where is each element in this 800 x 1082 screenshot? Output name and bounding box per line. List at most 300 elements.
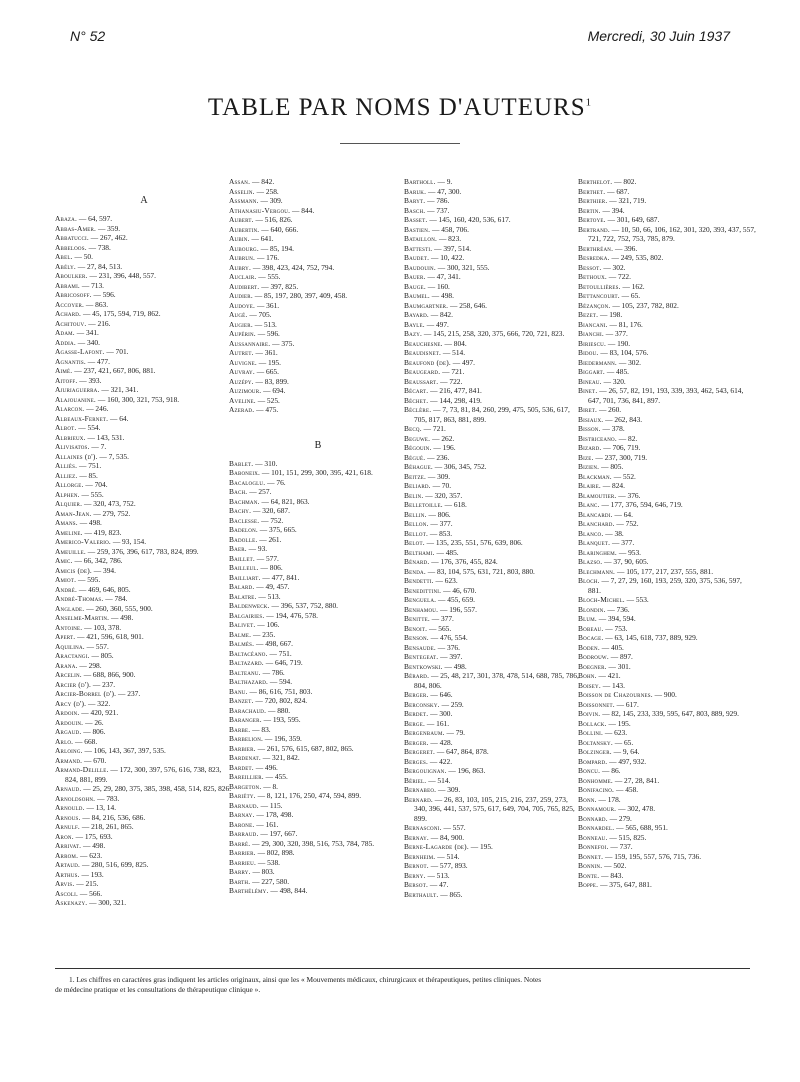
author-name: Bisson. (578, 424, 601, 433)
page-references: — 196, 359. (263, 734, 302, 743)
author-name: Basch. (404, 205, 426, 215)
author-name: Abel. (55, 252, 73, 261)
page-references: — 237, 421, 667, 806, 881. (72, 366, 156, 375)
page-references: — 320. (601, 376, 626, 386)
author-name: Beguwe. (404, 433, 431, 443)
index-entry (578, 567, 756, 577)
page-references: — 805. (89, 651, 114, 660)
author-name: Bolzinger. (578, 747, 612, 756)
page-references: — 320, 473, 752. (82, 499, 136, 508)
author-name: Berthault. (404, 889, 439, 899)
author-name: Auclair. (229, 272, 257, 281)
page-references: — 10, 422. (429, 253, 465, 262)
page-references: — 237. (91, 679, 116, 689)
index-entry (404, 766, 582, 776)
footnote-line-2: de médecine pratique et les consultations de thérapeutique clinique ». (55, 985, 261, 994)
index-entry (229, 601, 407, 611)
index-entry (55, 851, 233, 861)
page-references: — 302, 478. (616, 804, 656, 813)
page-references: — 279, 752. (91, 508, 131, 518)
entry-list (404, 177, 582, 899)
author-name: Auzimour. (229, 386, 262, 395)
page-references: — 93, 154. (110, 537, 147, 546)
author-name: Baruk. (404, 186, 427, 196)
author-name: Amic. (55, 556, 73, 565)
index-entry (55, 803, 233, 813)
page-references: — 267, 462. (88, 233, 128, 242)
author-name: Aussannaire. (229, 338, 271, 348)
author-name: Audier. (229, 291, 253, 300)
page-references: — 162. (620, 281, 645, 291)
author-name: Bach. (229, 487, 248, 496)
index-entry (404, 510, 582, 520)
page-references: — 83. (250, 724, 271, 734)
index-entry (229, 668, 407, 678)
author-name: Anselme-Martin. (55, 613, 110, 622)
index-entry (404, 272, 582, 282)
page-references: — 824. (600, 481, 625, 490)
page-references: — 260. (597, 405, 622, 414)
index-entry (55, 357, 233, 367)
author-name: Aubry. (229, 262, 252, 272)
index-entry (404, 206, 582, 216)
author-name: Bonnefoi. (578, 842, 609, 851)
author-name: Biancani. (578, 319, 608, 329)
page-references: — 469, 646, 805. (77, 584, 131, 594)
index-entry (229, 525, 407, 535)
index-entry (55, 746, 233, 756)
index-entry (55, 461, 233, 471)
page-references: — 396, 537, 752, 880. (269, 601, 339, 610)
author-name: Barry. (229, 867, 251, 876)
page-references: — 497. (450, 357, 475, 367)
index-entry (578, 358, 756, 368)
index-entry (229, 744, 407, 754)
index-entry (404, 605, 582, 615)
index-entry (578, 633, 756, 643)
page-references: — 106, 143, 367, 397, 535. (82, 746, 166, 755)
index-entry (229, 310, 407, 320)
issue-date: Mercredi, 30 Juin 1937 (587, 28, 730, 44)
author-name: Augier. (229, 319, 253, 329)
author-name: Belletoille. (404, 500, 443, 509)
author-name: Berge. (404, 718, 426, 728)
page-references: — 301, 649, 687. (605, 215, 660, 224)
page-references: — 513. (425, 870, 450, 880)
page-references: — 753. (603, 623, 628, 633)
page-references: — 623. (78, 850, 103, 860)
author-name: Bollack. (578, 718, 607, 728)
author-name: Berthier. (578, 196, 608, 205)
author-name: Aman-Jean. (55, 508, 92, 518)
page-references: — 106. (255, 620, 280, 629)
index-entry (578, 738, 756, 748)
page-references: — 751. (77, 461, 102, 470)
index-entry (229, 377, 407, 387)
page-references: — 9, 64. (611, 747, 640, 756)
page-references: — 865. (438, 889, 463, 899)
index-entry (578, 814, 756, 824)
page-references: — 103, 378. (82, 622, 122, 632)
page-references: — 231, 396, 448, 557. (87, 271, 156, 280)
index-entry (55, 499, 233, 509)
page-references: — 665. (254, 367, 279, 376)
author-name: Belin. (404, 490, 424, 500)
index-entry (55, 699, 233, 709)
author-name: Alphen. (55, 489, 80, 499)
page-references: — 194, 476, 578. (264, 610, 318, 620)
index-entry (55, 661, 233, 671)
index-entry (578, 424, 756, 434)
page-references: — 596. (255, 329, 280, 338)
author-name: Béclère. (404, 405, 432, 414)
index-entry (55, 727, 233, 737)
page-references: — 842. (250, 177, 275, 186)
page-references: — 25, 29, 280, 375, 385, 398, 458, 514, 825, 826. (81, 784, 232, 793)
author-name: Amiot. (55, 575, 77, 584)
page-header (70, 28, 730, 48)
page-references: — 26, 83, 103, 105, 215, 216, 237, 259, 273, 340, 396, 441, 537, 575, 617, 649, 704, 705, 765, 825, 899. (414, 794, 575, 823)
index-entry (55, 490, 233, 500)
author-name: Auvray. (229, 367, 255, 376)
author-name: Balteanu. (229, 667, 261, 677)
page-references: — 397. (438, 652, 463, 661)
index-entry (404, 890, 582, 900)
author-name: Bastien. (404, 224, 431, 234)
author-name: Bergeret. (404, 747, 436, 756)
page-references: — 475. (254, 405, 279, 414)
page-references: — 86, 616, 751, 803. (247, 686, 313, 696)
author-name: Arcier-Borrel (d'). (55, 689, 117, 698)
page-references: — 310. (253, 458, 278, 468)
page-references: — 70. (430, 481, 452, 490)
author-name: Bloch. (578, 576, 600, 585)
author-name: Blaire. (578, 481, 601, 490)
page-references: — 177, 376, 594, 646, 719. (599, 500, 683, 509)
index-entry (229, 206, 407, 216)
index-entry (404, 833, 582, 843)
page-references: — 64, 821, 863. (259, 496, 310, 506)
index-entry (578, 472, 756, 482)
page-references: — 261, 576, 615, 687, 802, 865. (255, 743, 354, 753)
page-references: — 190. (606, 338, 631, 348)
page-references: — 804. (442, 338, 467, 348)
index-entry (404, 576, 582, 586)
index-entry (55, 756, 233, 766)
index-entry (229, 535, 407, 545)
author-name: Bégué. (404, 452, 426, 462)
author-name: Bethoux. (578, 272, 607, 281)
author-name: Bayard. (404, 310, 429, 319)
index-entry (578, 196, 756, 206)
author-name: Abély. (55, 261, 76, 271)
index-entry (578, 225, 756, 244)
index-entry (578, 320, 756, 330)
page-references: — 694. (261, 386, 286, 395)
author-name: Benoit. (404, 623, 428, 633)
author-name: Becq. (404, 424, 422, 433)
author-name: Arthus. (55, 869, 80, 879)
page-references: — 880. (266, 705, 291, 715)
author-name: Bonhomme. (578, 775, 613, 785)
index-entry (229, 225, 407, 235)
index-entry (55, 252, 233, 262)
page-references: — 178, 498. (254, 810, 294, 819)
index-entry (578, 719, 756, 729)
page-references: — 515, 825. (607, 832, 647, 842)
page-references: — 82. (616, 433, 638, 443)
page-references: — 377. (603, 329, 628, 338)
page-references: — 46, 670. (441, 585, 477, 595)
page-references: — 26. (83, 717, 104, 727)
index-entry (229, 196, 407, 206)
index-entry (55, 547, 233, 557)
page-references: — 321, 719. (607, 196, 647, 205)
index-entry (229, 301, 407, 311)
page-references: — 502. (602, 861, 627, 870)
author-name: Berthet. (578, 186, 606, 196)
page-references: — 595. (76, 575, 101, 584)
page-references: — 647, 864, 878. (435, 747, 489, 756)
index-entry (55, 575, 233, 585)
page-references: — 105, 177, 217, 237, 555, 881. (615, 566, 714, 576)
author-name: Bariéty. (229, 791, 256, 800)
page-references: — 27, 28, 841. (612, 775, 660, 785)
author-name: Baryt. (404, 196, 426, 205)
page-references: — 82, 145, 233, 339, 595, 647, 803, 889, 929. (600, 709, 739, 718)
page-references: — 377. (428, 519, 453, 528)
author-name: Aubert. (229, 215, 254, 224)
index-entry (55, 471, 233, 481)
author-name: Bellin. (404, 509, 427, 519)
page-references: — 737. (608, 842, 633, 851)
page-references: — 340. (75, 337, 100, 347)
page-references: — 85. (77, 470, 98, 480)
index-entry (404, 329, 582, 339)
index-entry (55, 480, 233, 490)
author-name: Alarcon. (55, 404, 85, 413)
index-entry (55, 414, 233, 424)
page-references: — 557. (441, 823, 466, 832)
index-entry (229, 725, 407, 735)
index-entry (55, 642, 233, 652)
page-references: — 513. (252, 319, 277, 329)
author-name: Albrieux. (55, 432, 86, 442)
author-name: Bonte. (578, 870, 600, 880)
index-entry (55, 319, 233, 329)
index-entry (229, 573, 407, 583)
page-references: — 498. (442, 661, 467, 671)
author-name: Achard. (55, 309, 82, 318)
page-references: — 79. (444, 728, 465, 737)
index-entry (404, 633, 582, 643)
page-references: — 577, 893. (428, 861, 468, 870)
index-entry (404, 785, 582, 795)
index-entry (229, 791, 407, 801)
author-name: Ameuille. (55, 546, 86, 556)
author-name: Bellot. (404, 528, 429, 538)
index-entry (55, 442, 233, 452)
footnote-divider (55, 968, 750, 969)
index-entry (229, 848, 407, 858)
index-entry (229, 234, 407, 244)
author-name: Badolle. (229, 534, 258, 544)
author-name: Amans. (55, 518, 78, 527)
index-entry (578, 500, 756, 510)
index-entry (229, 810, 407, 820)
author-name: Bachy. (229, 506, 252, 515)
author-name: Béchet. (404, 395, 429, 405)
page-references: — 301. (606, 661, 631, 671)
index-entry (229, 620, 407, 630)
index-entry (404, 225, 582, 235)
page-references: — 498, 844. (268, 886, 308, 895)
author-name: Blechmann. (578, 566, 616, 576)
index-entry (578, 595, 756, 605)
page-references: — 84, 216, 536, 686. (80, 812, 146, 822)
page-references: — 376. (435, 642, 460, 652)
author-name: Beitze. (404, 471, 427, 481)
author-name: Allorge. (55, 480, 84, 489)
index-entry (404, 529, 582, 539)
page-references: — 428. (428, 737, 453, 747)
author-name: Berny. (404, 870, 426, 880)
author-name: Audoye. (229, 300, 256, 310)
author-name: Bonnamour. (578, 804, 617, 813)
author-name: Berges. (404, 756, 429, 766)
page-references: — 565. (427, 623, 452, 633)
page-references: — 7, 73, 81, 84, 260, 299, 475, 505, 536, 617, 705, 817, 863, 881, 899. (414, 405, 570, 424)
index-entry (404, 643, 582, 653)
index-entry (229, 459, 407, 469)
page-references: — 405. (599, 642, 624, 652)
page-references: — 237, 300, 719. (593, 452, 648, 462)
index-entry (55, 708, 233, 718)
page-references: — 8. (261, 781, 279, 791)
index-entry (55, 870, 233, 880)
author-name: Accoyer. (55, 299, 85, 309)
index-entry (55, 794, 233, 804)
page-references: — 844. (290, 205, 315, 215)
author-name: Beaussart. (404, 376, 439, 386)
index-entry (229, 687, 407, 697)
index-entry (55, 651, 233, 661)
page-references: — 897. (608, 652, 633, 661)
page-references: — 752. (614, 519, 639, 528)
page-references: — 623. (603, 728, 628, 737)
author-name: Arcelin. (55, 670, 82, 679)
page-references: — 65. (612, 737, 634, 747)
author-name: Alliès. (55, 461, 78, 470)
index-entry (578, 605, 756, 615)
index-entry (55, 347, 233, 357)
author-name: Bézançon. (578, 300, 611, 310)
index-entry (404, 244, 582, 254)
author-name: Agnantis. (55, 356, 86, 366)
index-entry (55, 898, 233, 908)
page-references: — 322. (86, 698, 111, 708)
author-name: Blondin. (578, 604, 606, 614)
index-entry (55, 718, 233, 728)
author-name: Bohn. (578, 671, 597, 680)
page-references: — 477, 841. (260, 572, 300, 582)
author-name: Balgairies. (229, 610, 265, 620)
author-name: Blanc. (578, 500, 600, 509)
author-name: Blazso. (578, 557, 603, 566)
author-name: Barbe. (229, 724, 251, 734)
page-references: — 216, 477, 841. (428, 386, 482, 395)
index-entry (55, 300, 233, 310)
title-footnote-mark: 1 (585, 96, 593, 109)
author-name: Barrieu. (229, 857, 256, 867)
author-name: Bertin. (578, 205, 601, 215)
page-references: — 476, 554. (428, 633, 468, 642)
index-entry (578, 842, 756, 852)
author-name: Achitouv. (55, 318, 87, 328)
page-references: — 498. (109, 613, 134, 622)
author-name: Berthréan. (578, 243, 614, 253)
index-entry (404, 367, 582, 377)
author-name: Bocage. (578, 633, 604, 642)
page-references: — 193, 595. (261, 715, 301, 724)
page-references: — 668. (73, 736, 98, 746)
index-entry (404, 662, 582, 672)
author-name: Arlo. (55, 736, 74, 746)
page-references: — 37, 90, 605. (602, 557, 649, 566)
page-references: — 262, 843. (603, 414, 643, 424)
author-name: Arrom. (55, 850, 79, 860)
page-references: — 115. (258, 800, 283, 810)
author-name: Bonnet. (578, 851, 604, 861)
page-references: — 704. (83, 480, 108, 489)
page-references: — 397, 825. (259, 281, 299, 291)
page-references: — 160, 300, 321, 753, 918. (95, 394, 180, 404)
index-entry (578, 643, 756, 653)
author-name: Alquier. (55, 499, 83, 508)
index-entry (229, 734, 407, 744)
index-entry (229, 696, 407, 706)
author-name: Bazy. (404, 329, 423, 338)
page-references: — 738. (86, 242, 111, 252)
author-name: Beauchesne. (404, 338, 443, 348)
page-references: — 302. (601, 262, 626, 272)
page-references: — 617. (614, 699, 639, 709)
page-references: — 687. (605, 186, 630, 196)
author-name: Aractangi. (55, 651, 90, 660)
index-entry (229, 544, 407, 554)
page-references: — 81, 176. (607, 319, 643, 329)
page-references: — 235. (251, 629, 276, 639)
page-references: — 751. (267, 648, 292, 658)
author-name: Bonn. (578, 794, 597, 804)
author-name: Balard. (229, 582, 255, 591)
page-references: — 485. (604, 367, 629, 376)
author-name: Blamoutier. (578, 490, 617, 500)
index-entry (404, 234, 582, 244)
page-references: — 419, 823. (82, 527, 122, 537)
page-references: — 7. (89, 442, 107, 451)
author-name: Barnay. (229, 810, 255, 819)
index-entry (404, 472, 582, 482)
page-references: — 514. (441, 348, 466, 357)
page-references: — 260, 360, 555, 900. (84, 603, 153, 613)
issue-number: N° 52 (70, 28, 106, 44)
author-name: Blanco. (578, 528, 604, 538)
page-references: — 64, 597. (77, 214, 113, 223)
author-name: Americo-Valerio. (55, 537, 111, 546)
page-references: — 422. (428, 756, 453, 766)
index-entry (55, 556, 233, 566)
